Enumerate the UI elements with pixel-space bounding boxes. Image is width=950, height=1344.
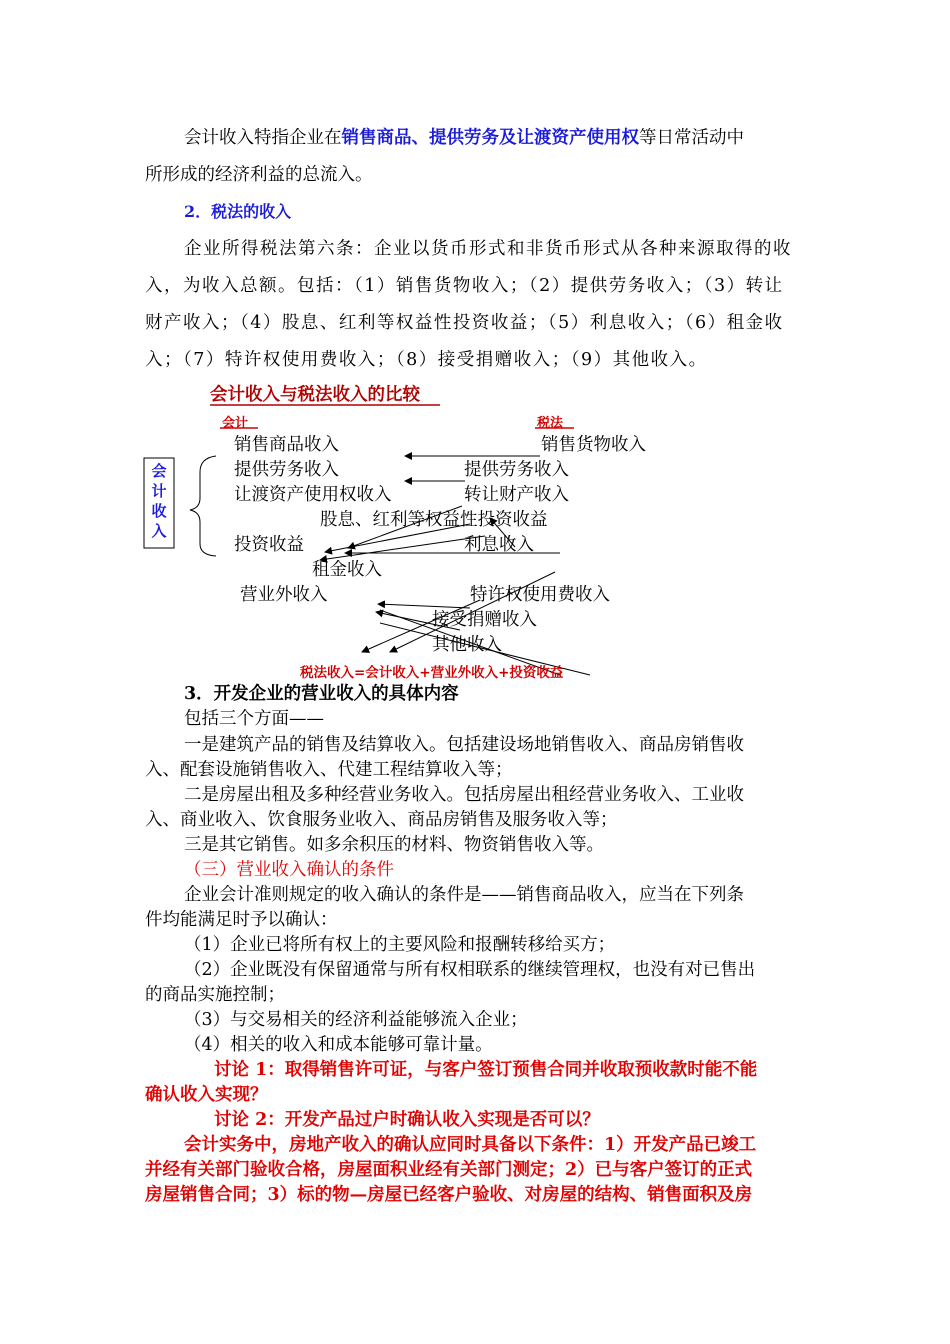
practice-line: 房屋销售合同；3）标的物—房屋已经客户验收、对房屋的结构、销售面积及房 [145, 1185, 753, 1205]
practice-line: 会计实务中，房地产收入的确认应同时具备以下条件：1）开发产品已竣工 [184, 1135, 757, 1155]
side-label-char: 会 [151, 462, 167, 480]
conditions-line: 企业会计准则规定的收入确认的条件是——销售商品收入，应当在下列条 [184, 885, 744, 905]
item-sales-goods-tax: 销售货物收入 [541, 435, 646, 455]
diagram-title: 会计收入与税法收入的比较 [210, 385, 420, 405]
arrow-donation [378, 604, 470, 608]
item-non-operating: 营业外收入 [240, 585, 328, 605]
intro-text-c: 等日常活动中 [639, 128, 744, 148]
left-brace [190, 456, 216, 556]
section-3-line: 入、配套设施销售收入、代建工程结算收入等； [145, 760, 513, 780]
section-3-line: 一是建筑产品的销售及结算收入。包括建设场地销售收入、商品房销售收 [184, 735, 744, 755]
tax-para-line: 入，为收入总额。包括：（1）销售货物收入；（2）提供劳务收入；（3）转让 [145, 276, 784, 296]
section-3-title: 3．开发企业的营业收入的具体内容 [184, 684, 459, 704]
left-header: 会计 [222, 416, 249, 431]
section-3-intro: 包括三个方面—— [184, 709, 324, 729]
side-label-char: 计 [151, 482, 167, 500]
conditions-line: （3）与交易相关的经济利益能够流入企业； [184, 1010, 528, 1030]
item-interest: 利息收入 [464, 535, 534, 555]
tax-para-line: 财产收入；（4）股息、红利等权益性投资收益；（5）利息收入；（6）租金收 [145, 313, 784, 333]
tax-para-line: 企业所得税法第六条：企业以货币形式和非货币形式从各种来源取得的收 [184, 239, 792, 259]
item-service-tax: 提供劳务收入 [464, 460, 569, 480]
conditions-line: （2）企业既没有保留通常与所有权相联系的继续管理权，也没有对已售出 [184, 960, 756, 980]
diagram-formula: 税法收入=会计收入+营业外收入+投资收益 [300, 665, 564, 681]
item-sales-goods-accounting: 销售商品收入 [234, 435, 339, 455]
conditions-line: （1）企业已将所有权上的主要风险和报酬转移给买方； [184, 935, 616, 955]
side-label [151, 461, 167, 541]
conditions-line: （4）相关的收入和成本能够可靠计量。 [184, 1035, 493, 1055]
tax-para-line: 入；（7）特许权使用费收入；（8）接受捐赠收入；（9）其他收入。 [145, 350, 708, 370]
discussion-1-line-2: 确认收入实现？ [145, 1085, 268, 1105]
item-other: 其他收入 [432, 635, 502, 655]
discussion-2: 讨论 2：开发产品过户时确认收入实现是否可以？ [214, 1110, 600, 1130]
conditions-title: （三）营业收入确认的条件 [184, 860, 394, 880]
item-property-transfer: 转让财产收入 [464, 485, 569, 505]
side-label-char: 收 [151, 502, 167, 520]
section-2-title: 2．税法的收入 [184, 202, 292, 221]
item-investment: 投资收益 [234, 535, 304, 555]
practice-line: 并经有关部门验收合格，房屋面积业经有关部门测定；2）已与客户签订的正式 [145, 1160, 753, 1180]
intro-text-a: 会计收入特指企业在 [184, 128, 342, 148]
section-3-line: 入、商业收入、饮食服务业收入、商品房销售及服务收入等； [145, 810, 618, 830]
side-label-char: 入 [151, 522, 167, 540]
intro-line-2: 所形成的经济利益的总流入。 [145, 165, 373, 185]
item-dividend: 股息、红利等权益性投资收益 [320, 510, 548, 530]
intro-highlight: 销售商品、提供劳务及让渡资产使用权 [341, 128, 639, 148]
discussion-1-line-1: 讨论 1：取得销售许可证，与客户签订预售合同并收取预收款时能不能 [214, 1060, 758, 1080]
item-asset-use: 让渡资产使用权收入 [234, 485, 392, 505]
section-3-line: 三是其它销售。如多余积压的材料、物资销售收入等。 [184, 835, 604, 855]
conditions-line: 件均能满足时予以确认： [145, 910, 338, 930]
item-service-accounting: 提供劳务收入 [234, 460, 339, 480]
conditions-line: 的商品实施控制； [145, 985, 285, 1005]
section-3-line: 二是房屋出租及多种经营业务收入。包括房屋出租经营业务收入、工业收 [184, 785, 744, 805]
right-header: 税法 [537, 416, 564, 431]
item-royalty: 特许权使用费收入 [470, 585, 610, 605]
item-donation: 接受捐赠收入 [432, 610, 537, 630]
item-rent: 租金收入 [312, 560, 382, 580]
